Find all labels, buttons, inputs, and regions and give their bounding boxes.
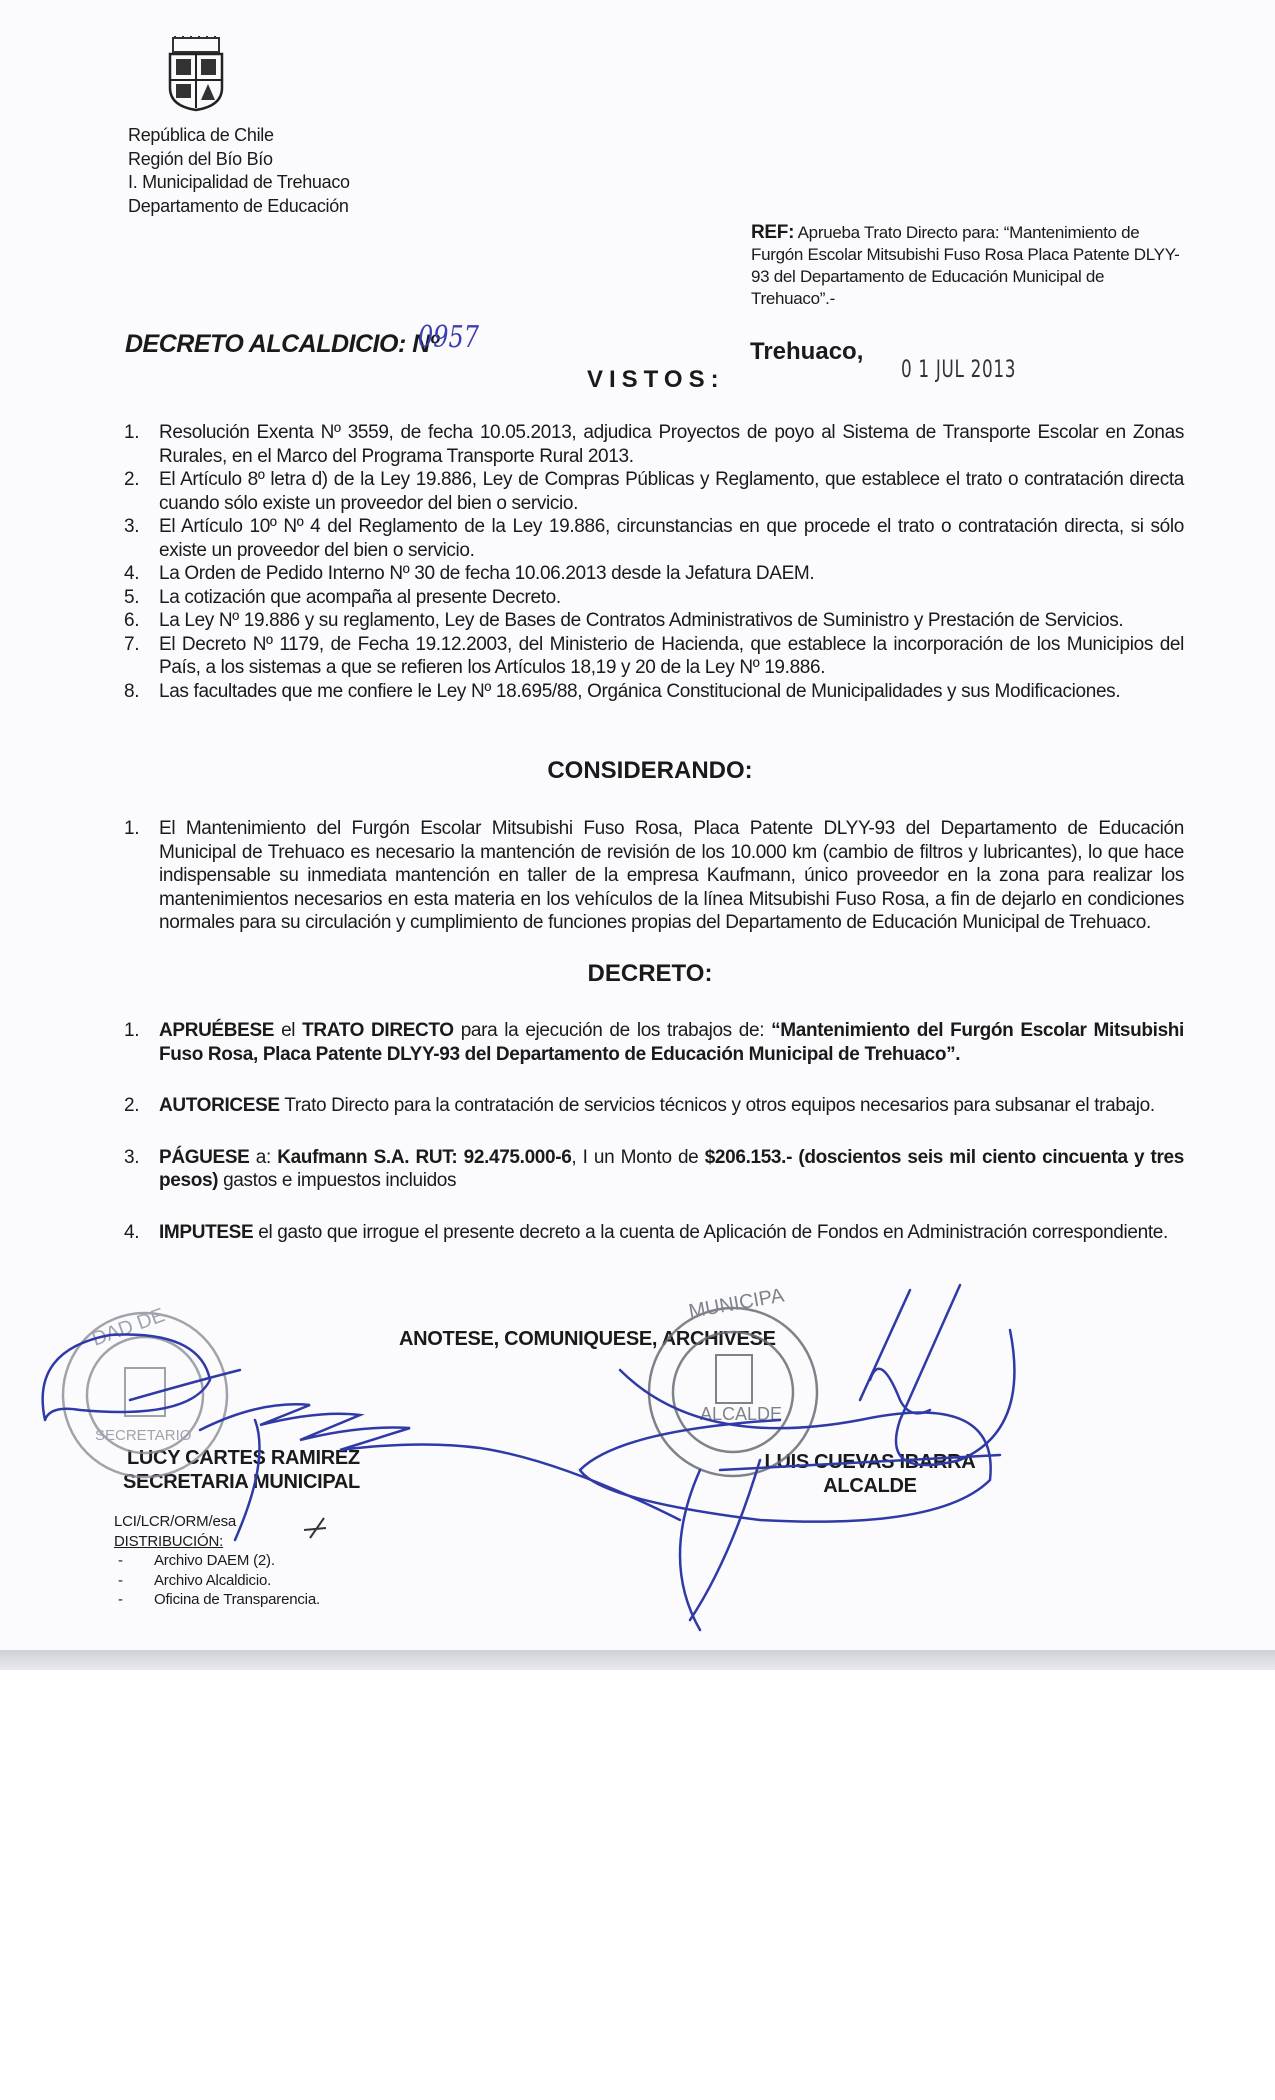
- item-number: 4.: [124, 563, 140, 584]
- mayor-name: LUIS CUEVAS IBARRA: [764, 1451, 976, 1473]
- item-text: Las facultades que me confiere le Ley Nº 18.695/88, Orgánica Constitucional de Municipalidades y sus Modificaciones.: [159, 680, 1121, 702]
- header-line: Región del Bío Bío: [128, 148, 273, 169]
- item-text: Trato Directo para la contratación de servicios técnicos y otros equipos necesarios para subsanar el trabajo.: [279, 1095, 1155, 1116]
- item-text: El Artículo 8º letra d) de la Ley 19.886, Ley de Compras Públicas y Reglamento, que establece el trato o contratación directa cuando sólo existe un proveedor del bien o servicio.: [159, 469, 1184, 514]
- item-text: La Ley Nº 19.886 y su reglamento, Ley de Bases de Contratos Administrativos de Suministro y Prestación de Servicios.: [159, 610, 1124, 631]
- item-bold: AUTORICESE: [159, 1095, 280, 1116]
- place: Trehuaco,: [750, 338, 864, 365]
- item-number: 3.: [124, 516, 140, 537]
- decree-title: [125, 330, 438, 359]
- item-text: El Mantenimiento del Furgón Escolar Mitsubishi Fuso Rosa, Placa Patente DLYY-93 del Departamento de Educación Municipal de Trehuaco es necesario la mantención de revisión de los 10.000 km (cambio de filtros y lubricantes), lo que hace indispensable su inmediata mantención en taller de la empresa Kaufmann, único proveedor en la zona para realizar los mantenimientos necesarios en esta materia en los vehículos de la línea Mitsubishi Fuso Rosa, a fin de dejarlo en condiciones normales para su circulación y cumplimiento de funciones propias del Departamento de Educación Municipal de Trehuaco.: [159, 818, 1184, 933]
- item-number: 6.: [124, 610, 140, 631]
- footer: [114, 1512, 320, 1610]
- list-item: [118, 468, 1184, 515]
- item-number: 3.: [124, 1146, 140, 1168]
- list-item: [118, 817, 1184, 935]
- considerando-heading: CONSIDERANDO:: [547, 757, 753, 784]
- item-bold: IMPUTESE: [159, 1221, 254, 1243]
- ref-label: REF:: [751, 222, 795, 243]
- decreto-list: [118, 1019, 1184, 1272]
- distribution-item: - Archivo DAEM (2).: [118, 1552, 275, 1569]
- date-stamp: 0 1 JUL 2013: [901, 355, 1017, 383]
- decree-number-handwritten: 0957: [418, 320, 480, 355]
- item-number: 4.: [124, 1221, 140, 1243]
- item-bold: $206.153.- (doscientos seis mil ciento cincuenta y tres pesos): [159, 1146, 1184, 1191]
- distribution-text: Archivo Alcaldicio.: [154, 1571, 272, 1589]
- list-item: [118, 1221, 1184, 1245]
- secretary-title: SECRETARIA MUNICIPAL: [123, 1471, 360, 1493]
- reference-block: [751, 222, 1191, 310]
- decree-title-text: DECRETO ALCALDICIO: Nº: [125, 330, 439, 358]
- item-text: gastos e impuestos incluidos: [218, 1170, 457, 1191]
- list-item: [118, 515, 1184, 562]
- distribution-item: - Oficina de Transparencia.: [118, 1591, 320, 1608]
- item-number: 2.: [124, 469, 140, 490]
- secretary-name: LUCY CARTES RAMIREZ: [127, 1447, 360, 1469]
- initials: LCI/LCR/ORM/esa: [114, 1513, 237, 1530]
- vistos-heading: VISTOS:: [587, 366, 725, 393]
- distribution-item: - Archivo Alcaldicio.: [118, 1571, 272, 1589]
- coat-of-arms-icon: [165, 36, 227, 112]
- item-text: el gasto que irrogue el presente decreto a la cuenta de Aplicación de Fondos en Administración correspondiente.: [253, 1221, 1168, 1243]
- item-text: a:: [249, 1146, 278, 1168]
- item-number: 2.: [124, 1095, 140, 1116]
- list-item: [118, 421, 1184, 468]
- scan-edge: [0, 1650, 1275, 1670]
- item-bold: “Mantenimiento del Furgón Escolar Mitsubishi Fuso Rosa, Placa Patente DLYY-93 del Departamento de Educación Municipal de Trehuaco”.: [159, 1020, 1184, 1065]
- header-line: Departamento de Educación: [128, 195, 349, 216]
- item-bold: PÁGUESE: [159, 1146, 250, 1168]
- list-item: [118, 1146, 1184, 1193]
- ref-text: Aprueba Trato Directo para: “Mantenimiento de Furgón Escolar Mitsubishi Fuso Rosa Placa Patente DLYY-93 del Departamento de Educación Municipal de Trehuaco”.-: [751, 223, 1180, 308]
- svg-text:MUNICIPA: MUNICIPA: [687, 1284, 786, 1323]
- considerando-list: [118, 817, 1184, 935]
- header-line: República de Chile: [128, 125, 274, 145]
- item-text: Resolución Exenta Nº 3559, de fecha 10.05.2013, adjudica Proyectos de poyo al Sistema de Transporte Escolar en Zonas Rurales, en el Marco del Programa Transporte Rural 2013.: [159, 422, 1184, 467]
- list-item: [118, 562, 1184, 586]
- item-bold: Kaufmann S.A. RUT: 92.475.000-6: [277, 1146, 572, 1168]
- mayor-title: ALCALDE: [823, 1475, 917, 1497]
- list-item: [118, 633, 1184, 680]
- mayor-signature-block: [750, 1450, 990, 1498]
- item-bold: TRATO DIRECTO: [302, 1020, 454, 1041]
- item-text: La cotización que acompaña al presente Decreto.: [159, 586, 561, 608]
- item-number: 1.: [124, 422, 140, 443]
- vistos-list: [118, 421, 1184, 703]
- item-text: para la ejecución de los trabajos de:: [453, 1020, 772, 1041]
- svg-text:ALCALDE: ALCALDE: [700, 1404, 783, 1424]
- item-text: La Orden de Pedido Interno Nº 30 de fecha 10.06.2013 desde la Jefatura DAEM.: [159, 563, 815, 584]
- header-line: I. Municipalidad de Trehuaco: [128, 172, 350, 192]
- item-number: 8.: [124, 680, 140, 702]
- item-number: 1.: [124, 1020, 140, 1041]
- closing-formula: ANOTESE, COMUNIQUESE, ARCHIVESE: [399, 1328, 776, 1350]
- item-number: 5.: [124, 586, 140, 608]
- item-number: 1.: [124, 818, 140, 839]
- svg-text:DAD DE: DAD DE: [89, 1304, 168, 1351]
- list-item: [118, 609, 1184, 633]
- list-item: [118, 586, 1184, 610]
- item-text: El Decreto Nº 1179, de Fecha 19.12.2003, del Ministerio de Hacienda, que establece la incorporación de los Municipios del País, a los sistemas a que se refieren los Artículos 18,19 y 20 de la Ley Nº 19.886.: [159, 633, 1184, 678]
- list-item: [118, 1019, 1184, 1066]
- issuer-header: [128, 124, 350, 218]
- list-item: [118, 680, 1184, 704]
- item-number: 7.: [124, 633, 140, 655]
- distribution-text: Archivo DAEM (2).: [154, 1552, 275, 1569]
- distribution-label: DISTRIBUCIÓN:: [114, 1532, 224, 1550]
- decreto-heading: DECRETO:: [587, 960, 713, 987]
- item-text: , I un Monto de: [571, 1146, 705, 1168]
- item-text: El Artículo 10º Nº 4 del Reglamento de la Ley 19.886, circunstancias en que procede el trato o contratación directa, si sólo existe un proveedor del bien o servicio.: [159, 516, 1184, 561]
- secretary-signature-block: [123, 1446, 360, 1494]
- list-item: [118, 1094, 1184, 1118]
- svg-text:SECRETARIO: SECRETARIO: [95, 1427, 192, 1444]
- item-text: el: [274, 1020, 303, 1041]
- distribution-text: Oficina de Transparencia.: [154, 1591, 320, 1608]
- item-bold: APRUÉBESE: [159, 1020, 275, 1041]
